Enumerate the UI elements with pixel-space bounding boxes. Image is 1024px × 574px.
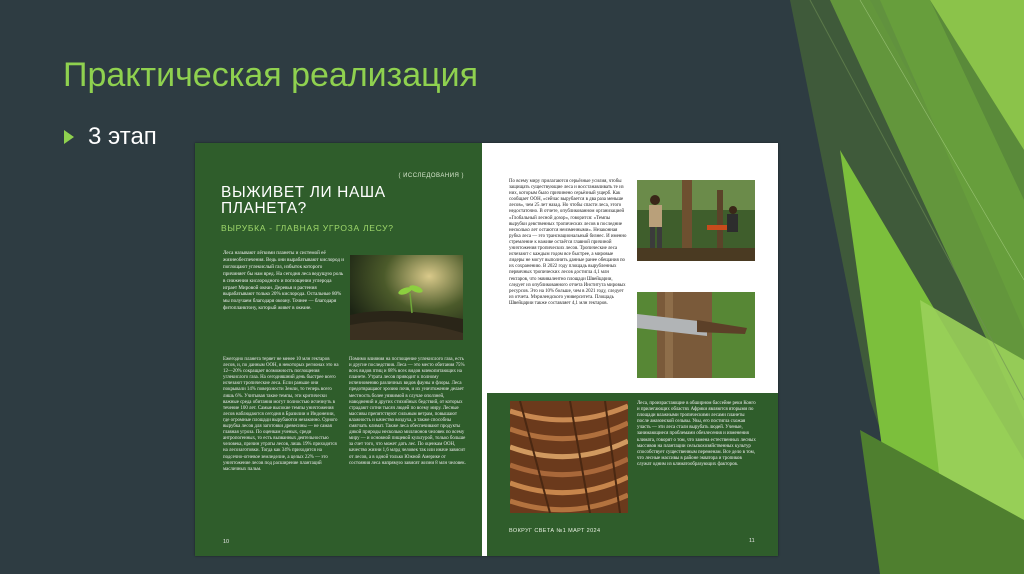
logs-photo: [510, 401, 628, 513]
sprout-photo: [350, 255, 463, 340]
article-column-2: Помимо влияния на поглощение углекислого газа, есть и другие последствия. Леса — это место обитания 75% всех видов птиц и 68% всех видов млекопитающих на планете. Утрата лесов приводит к полному исчезновению различных видов фауны и флоры. Леса предотвращают эрозию почв, и их уничтожение делает местность более уязвимой в случае оползней, наводнений и других стихийных бедствий, от которых страдают сотни тысяч людей по всему миру. Лесные массивы препятствуют сильным ветрам, повышают влажность и качество воздуха, а также способны смягчать климат. Также леса обеспечивают продукты дикой природы несколько миллионов человек по всему миру — и основной пищевой культурой, только больше за счет того, что может дать лес. По оценкам ООН, качество жизни 1,6 млрд человек так или иначе зависит от лесов, а в одной только Южной Америке от состояния леса напрямую зависят жизни 8 млн человек.: [349, 357, 466, 466]
right-page: [487, 143, 778, 556]
magazine-footer: ВОКРУГ СВЕТА №1 МАРТ 2024: [509, 528, 601, 534]
bullet-text: 3 этап: [88, 123, 157, 150]
section-tag: ( ИССЛЕДОВАНИЯ ): [398, 173, 464, 179]
bullet-arrow-icon: [64, 130, 74, 144]
axe-in-tree-photo: [637, 292, 755, 378]
lead-paragraph: Леса называют лёгкими планеты и системой её жизнеобеспечения. Ведь они вырабатывают кислород и поглощают углекислый газ, избыток которого причиняет бы нам вред. На сегодня леса ведущую роль в снижении кислородного и поглощении углерода играет Мировой океан. Деревья и растения вырабатывают только 20% кислорода. Остальные 80% мы получаем благодаря океану. Точнее — благодаря фитопланктону, который живет в океане.: [223, 250, 344, 312]
article-column-3: По всему миру прилагаются серьёзные усилия, чтобы защищать существующие леса и восстанавливать те из них, которым было причинено серьёзный ущерб. Как сообщает ООН, «сейчас вырубается в два раза меньше лесов», чем 25 лет назад. Но чтобы спасти леса, этого недостаточно. В отчете, опубликованном организацией «Глобальный лесной дозор», говорится: «Темпы вырубки девственных тропических лесов в последние несколько лет остаются неизменными». Незаконная рубка леса — это транснациональный бизнес. И именно стремление к наживе остаётся главной причиной уничтожения тропических лесов. Тропические леса исчезают с каждым годом все быстрее, а мировые лидеры не могут выполнить данные ранее обещания по их сохранению. В 2022 году площадь вырубленных первичных тропических лесов достигла 4,1 млн гектаров, что эквивалентно площади Швейцарии, следует из опубликованного отчета Института мировых ресурсов. Это на 10% больше, чем в 2021 году, следует из отчета. Мэрилендского университета. Площадь Швейцарии также составляет 4,1 млн гектаров.: [509, 179, 627, 306]
slide-title: Практическая реализация: [63, 56, 479, 94]
article-subheadline: ВЫРУБКА - ГЛАВНАЯ УГРОЗА ЛЕСУ?: [221, 223, 394, 233]
magazine-spread-image: [195, 143, 778, 556]
right-page-green-band: [487, 393, 778, 556]
bullet-item: [64, 123, 157, 151]
article-column-4: Леса, произрастающие в обширном бассейне реки Конго и прилегающих областях Африки являются вторыми по площади влажными тропическими лесами планеты после амазонской сельвы. Увы, его постигла схожая участь — эти леса стали вырубать людей. Ученые, занимающиеся проблемами обезлесения и изменения климата, говорят о том, что замена естественных лесных массивов на плантации сельскохозяйственных культур способствует существенным переменам. Все дело в том, что лесные массивы в районе экватора и тропиков служат одним из климатообразующих факторов.: [637, 401, 756, 467]
loggers-photo: [637, 180, 755, 261]
article-headline: ВЫЖИВЕТ ЛИ НАША ПЛАНЕТА?: [221, 184, 386, 217]
page-number-left: 10: [223, 539, 230, 545]
article-column-1: Ежегодно планета теряет не менее 10 млн гектаров лесов, и, по данным ООН, в некоторых регионах это на 12—20% сокращает возможность поглощения углекислого газа. На сегодняшний день быстрее всего исчезают тропические леса. Если раньше они покрывали 14% поверхности Земли, то теперь всего лишь 6%. Учитывая такие темпы, эти критически важные среда обитания могут полностью исчезнуть в течение 100 лет. Самые высокие темпы уничтожения лесов наблюдаются сегодня в Бразилии и Индонезии, где огромные площади вырубаются незаконно. Одного вырубка лесов для заготовки древесины — не самая главная угроза. По оценкам ученых, среди антропогенных, то есть вызванных деятельностью человека, причин утраты лесов, лишь 19% приходится на лесозаготовки. Тогда как 34% приходится на подсечно-огневое земледелие, а целых 22% — это уничтожение лесов под расширение плантаций масличных пальм.: [223, 357, 339, 472]
page-number-right: 11: [749, 538, 755, 544]
left-page: [195, 143, 482, 556]
